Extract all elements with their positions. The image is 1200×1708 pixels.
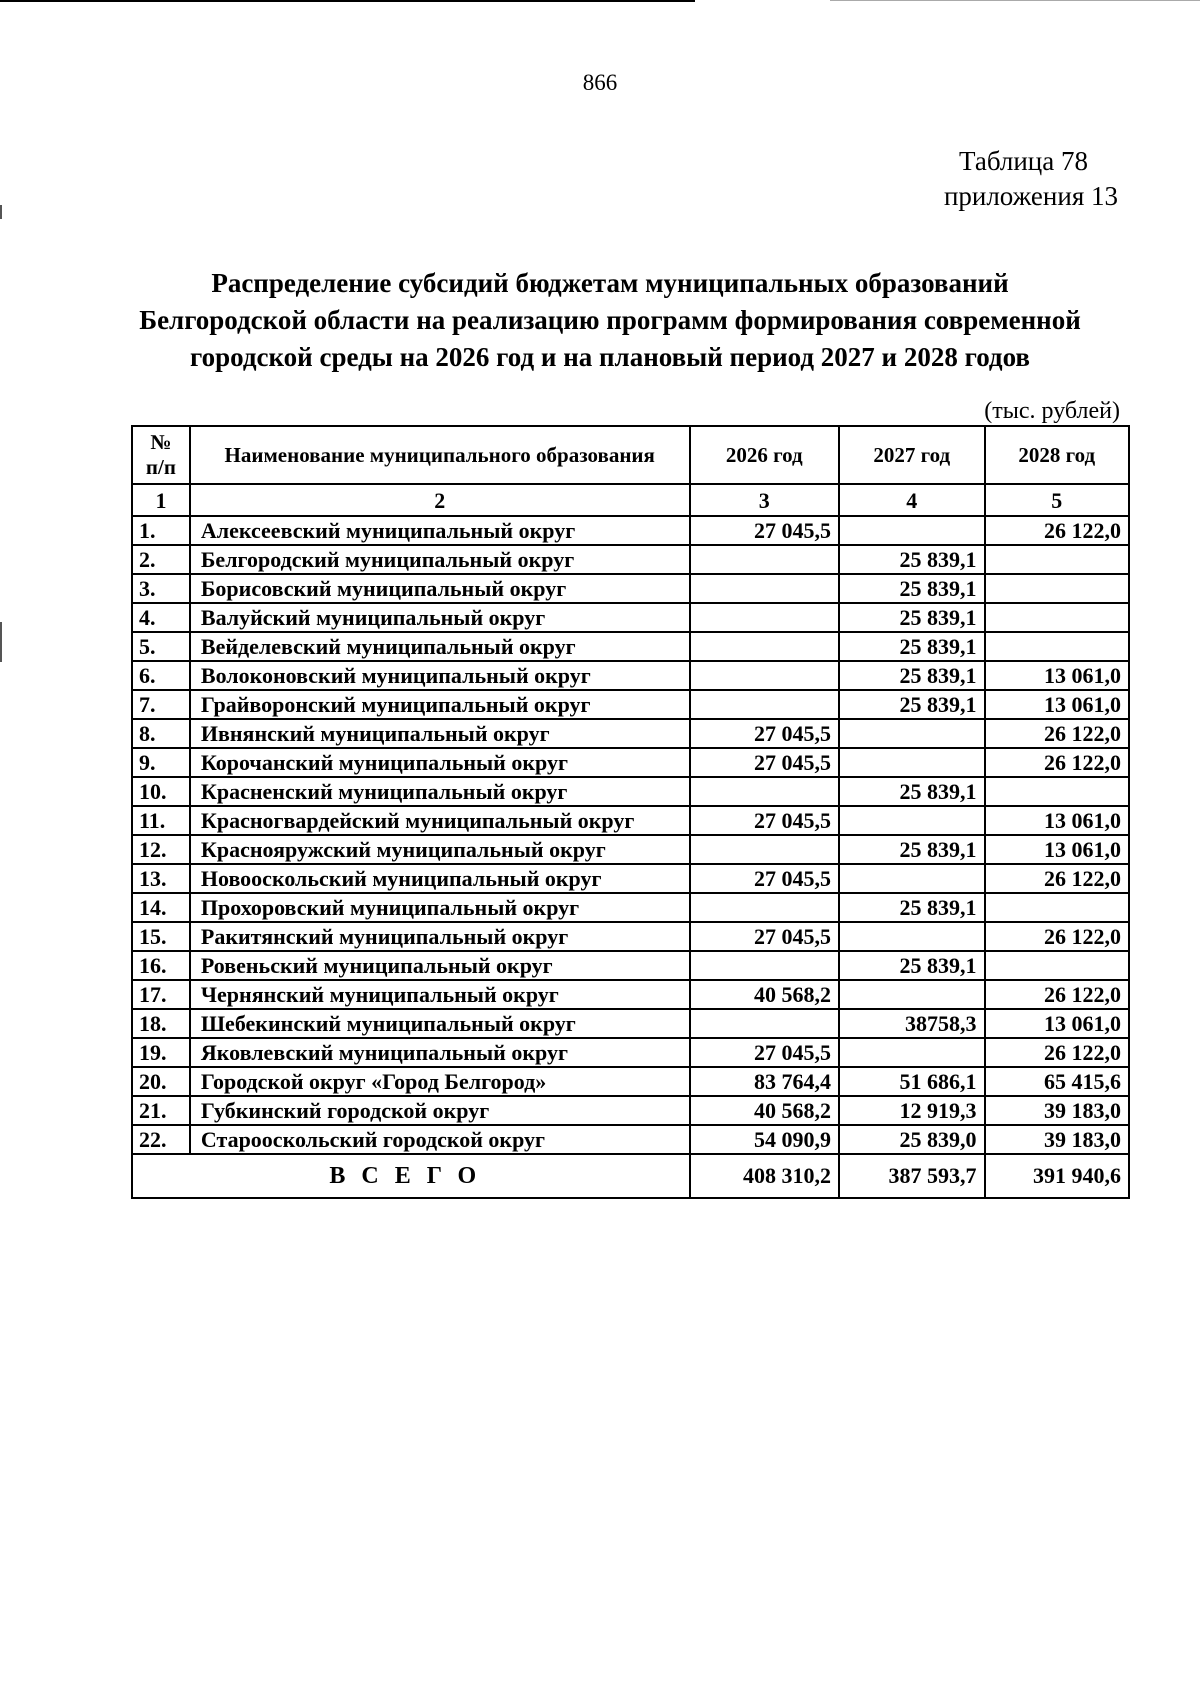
table-reference <box>944 144 1118 214</box>
table-row <box>132 1067 1129 1096</box>
row-value-2027: 25 839,1 <box>839 632 985 661</box>
table-row <box>132 1009 1129 1038</box>
row-municipality-name: Вейделевский муниципальный округ <box>190 632 690 661</box>
row-value-2027: 25 839,1 <box>839 603 985 632</box>
table-row <box>132 777 1129 806</box>
row-value-2026 <box>690 690 839 719</box>
row-value-2026 <box>690 603 839 632</box>
row-value-2027: 25 839,1 <box>839 835 985 864</box>
row-value-2028: 13 061,0 <box>985 661 1129 690</box>
table-row <box>132 574 1129 603</box>
top-edge-line <box>0 0 695 2</box>
row-municipality-name: Волоконовский муниципальный округ <box>190 661 690 690</box>
row-value-2027: 25 839,1 <box>839 545 985 574</box>
row-value-2027: 25 839,1 <box>839 951 985 980</box>
row-municipality-name: Городской округ «Город Белгород» <box>190 1067 690 1096</box>
row-value-2026 <box>690 632 839 661</box>
row-value-2026 <box>690 661 839 690</box>
row-value-2026 <box>690 893 839 922</box>
row-value-2026 <box>690 835 839 864</box>
row-value-2027 <box>839 748 985 777</box>
table-row <box>132 748 1129 777</box>
row-number: 9. <box>132 748 190 777</box>
scan-edge-mark <box>0 205 2 219</box>
row-value-2028: 26 122,0 <box>985 922 1129 951</box>
row-value-2027: 25 839,1 <box>839 690 985 719</box>
row-value-2028 <box>985 603 1129 632</box>
row-municipality-name: Новооскольский муниципальный округ <box>190 864 690 893</box>
row-value-2027 <box>839 980 985 1009</box>
row-value-2028: 26 122,0 <box>985 1038 1129 1067</box>
row-value-2026: 27 045,5 <box>690 719 839 748</box>
row-value-2026: 83 764,4 <box>690 1067 839 1096</box>
table-row <box>132 1125 1129 1154</box>
table-row <box>132 893 1129 922</box>
row-municipality-name: Красненский муниципальный округ <box>190 777 690 806</box>
row-value-2027 <box>839 864 985 893</box>
row-municipality-name: Губкинский городской округ <box>190 1096 690 1125</box>
row-value-2028: 26 122,0 <box>985 516 1129 545</box>
table-row <box>132 922 1129 951</box>
column-number: 2 <box>190 484 690 516</box>
table-row <box>132 1038 1129 1067</box>
row-value-2026 <box>690 545 839 574</box>
total-2028: 391 940,6 <box>985 1154 1129 1198</box>
table-body <box>132 516 1129 1154</box>
row-municipality-name: Корочанский муниципальный округ <box>190 748 690 777</box>
row-value-2027 <box>839 719 985 748</box>
row-value-2026 <box>690 951 839 980</box>
row-number: 14. <box>132 893 190 922</box>
row-value-2027: 25 839,1 <box>839 893 985 922</box>
table-row <box>132 835 1129 864</box>
row-municipality-name: Валуйский муниципальный округ <box>190 603 690 632</box>
row-municipality-name: Ивнянский муниципальный округ <box>190 719 690 748</box>
row-value-2028 <box>985 893 1129 922</box>
title-line: Распределение субсидий бюджетам муниципальных образований <box>211 268 1009 298</box>
row-value-2027 <box>839 922 985 951</box>
column-number: 3 <box>690 484 839 516</box>
row-value-2027: 38758,3 <box>839 1009 985 1038</box>
table-row <box>132 1096 1129 1125</box>
row-number: 8. <box>132 719 190 748</box>
table-row <box>132 690 1129 719</box>
column-number-row <box>132 484 1129 516</box>
row-value-2027: 25 839,0 <box>839 1125 985 1154</box>
row-value-2026: 27 045,5 <box>690 922 839 951</box>
header-2028: 2028 год <box>985 426 1129 484</box>
row-value-2028 <box>985 574 1129 603</box>
row-value-2026 <box>690 574 839 603</box>
table-row <box>132 516 1129 545</box>
row-number: 6. <box>132 661 190 690</box>
row-value-2027 <box>839 516 985 545</box>
scan-edge-mark <box>0 622 2 662</box>
title-line: городской среды на 2026 год и на плановый период 2027 и 2028 годов <box>190 342 1030 372</box>
subsidy-table <box>131 425 1130 1199</box>
table-row <box>132 661 1129 690</box>
row-value-2028: 39 183,0 <box>985 1125 1129 1154</box>
row-value-2028 <box>985 777 1129 806</box>
row-number: 13. <box>132 864 190 893</box>
row-value-2028: 26 122,0 <box>985 980 1129 1009</box>
row-value-2028: 26 122,0 <box>985 748 1129 777</box>
row-municipality-name: Прохоровский муниципальный округ <box>190 893 690 922</box>
row-number: 12. <box>132 835 190 864</box>
row-value-2028: 13 061,0 <box>985 1009 1129 1038</box>
table-reference-appendix: приложения 13 <box>943 181 1118 211</box>
row-number: 1. <box>132 516 190 545</box>
total-label: ВСЕГО <box>132 1154 690 1198</box>
row-value-2028: 26 122,0 <box>985 719 1129 748</box>
column-number: 4 <box>839 484 985 516</box>
row-value-2026 <box>690 777 839 806</box>
row-value-2027: 25 839,1 <box>839 661 985 690</box>
row-value-2028: 39 183,0 <box>985 1096 1129 1125</box>
total-row <box>132 1154 1129 1198</box>
row-value-2028 <box>985 632 1129 661</box>
row-value-2026: 27 045,5 <box>690 516 839 545</box>
row-value-2026: 54 090,9 <box>690 1125 839 1154</box>
row-value-2027: 25 839,1 <box>839 574 985 603</box>
row-value-2028: 13 061,0 <box>985 835 1129 864</box>
row-value-2028: 26 122,0 <box>985 864 1129 893</box>
row-number: 11. <box>132 806 190 835</box>
row-value-2027: 25 839,1 <box>839 777 985 806</box>
table-row <box>132 806 1129 835</box>
row-number: 3. <box>132 574 190 603</box>
unit-label: (тыс. рублей) <box>984 398 1120 424</box>
row-municipality-name: Алексеевский муниципальный округ <box>190 516 690 545</box>
table-row <box>132 719 1129 748</box>
header-name: Наименование муниципального образования <box>190 426 690 484</box>
row-municipality-name: Красногвардейский муниципальный округ <box>190 806 690 835</box>
row-number: 21. <box>132 1096 190 1125</box>
column-number: 1 <box>132 484 190 516</box>
row-municipality-name: Ракитянский муниципальный округ <box>190 922 690 951</box>
row-value-2026: 27 045,5 <box>690 806 839 835</box>
row-number: 5. <box>132 632 190 661</box>
table-row <box>132 545 1129 574</box>
row-number: 16. <box>132 951 190 980</box>
table-row <box>132 980 1129 1009</box>
row-number: 18. <box>132 1009 190 1038</box>
column-number: 5 <box>985 484 1129 516</box>
row-value-2026: 40 568,2 <box>690 980 839 1009</box>
row-value-2026: 27 045,5 <box>690 748 839 777</box>
row-number: 2. <box>132 545 190 574</box>
title-line: Белгородской области на реализацию программ формирования современной <box>139 305 1081 335</box>
document-title <box>40 265 1180 376</box>
header-2027: 2027 год <box>839 426 985 484</box>
row-value-2027 <box>839 1038 985 1067</box>
table-row <box>132 951 1129 980</box>
table-row <box>132 864 1129 893</box>
row-value-2027: 51 686,1 <box>839 1067 985 1096</box>
row-number: 4. <box>132 603 190 632</box>
row-municipality-name: Ровеньский муниципальный округ <box>190 951 690 980</box>
row-number: 20. <box>132 1067 190 1096</box>
page-number: 866 <box>582 70 618 95</box>
row-value-2026: 27 045,5 <box>690 864 839 893</box>
row-value-2027: 12 919,3 <box>839 1096 985 1125</box>
row-value-2028 <box>985 545 1129 574</box>
row-number: 10. <box>132 777 190 806</box>
row-number: 7. <box>132 690 190 719</box>
row-municipality-name: Грайворонский муниципальный округ <box>190 690 690 719</box>
row-value-2028: 65 415,6 <box>985 1067 1129 1096</box>
row-value-2026: 27 045,5 <box>690 1038 839 1067</box>
row-number: 15. <box>132 922 190 951</box>
row-municipality-name: Шебекинский муниципальный округ <box>190 1009 690 1038</box>
row-number: 19. <box>132 1038 190 1067</box>
top-edge-line-faint <box>830 0 1200 1</box>
row-municipality-name: Яковлевский муниципальный округ <box>190 1038 690 1067</box>
row-value-2026: 40 568,2 <box>690 1096 839 1125</box>
row-municipality-name: Краснояружский муниципальный округ <box>190 835 690 864</box>
row-municipality-name: Борисовский муниципальный округ <box>190 574 690 603</box>
row-municipality-name: Чернянский муниципальный округ <box>190 980 690 1009</box>
header-num: № п/п <box>132 426 190 484</box>
header-row <box>132 426 1129 484</box>
row-value-2028: 13 061,0 <box>985 806 1129 835</box>
row-municipality-name: Старооскольский городской округ <box>190 1125 690 1154</box>
row-number: 17. <box>132 980 190 1009</box>
total-2026: 408 310,2 <box>690 1154 839 1198</box>
total-2027: 387 593,7 <box>839 1154 985 1198</box>
row-value-2026 <box>690 1009 839 1038</box>
table-row <box>132 632 1129 661</box>
row-value-2027 <box>839 806 985 835</box>
row-number: 22. <box>132 1125 190 1154</box>
header-2026: 2026 год <box>690 426 839 484</box>
row-value-2028 <box>985 951 1129 980</box>
row-municipality-name: Белгородский муниципальный округ <box>190 545 690 574</box>
table-row <box>132 603 1129 632</box>
row-value-2028: 13 061,0 <box>985 690 1129 719</box>
table-reference-number: Таблица 78 <box>959 146 1088 176</box>
